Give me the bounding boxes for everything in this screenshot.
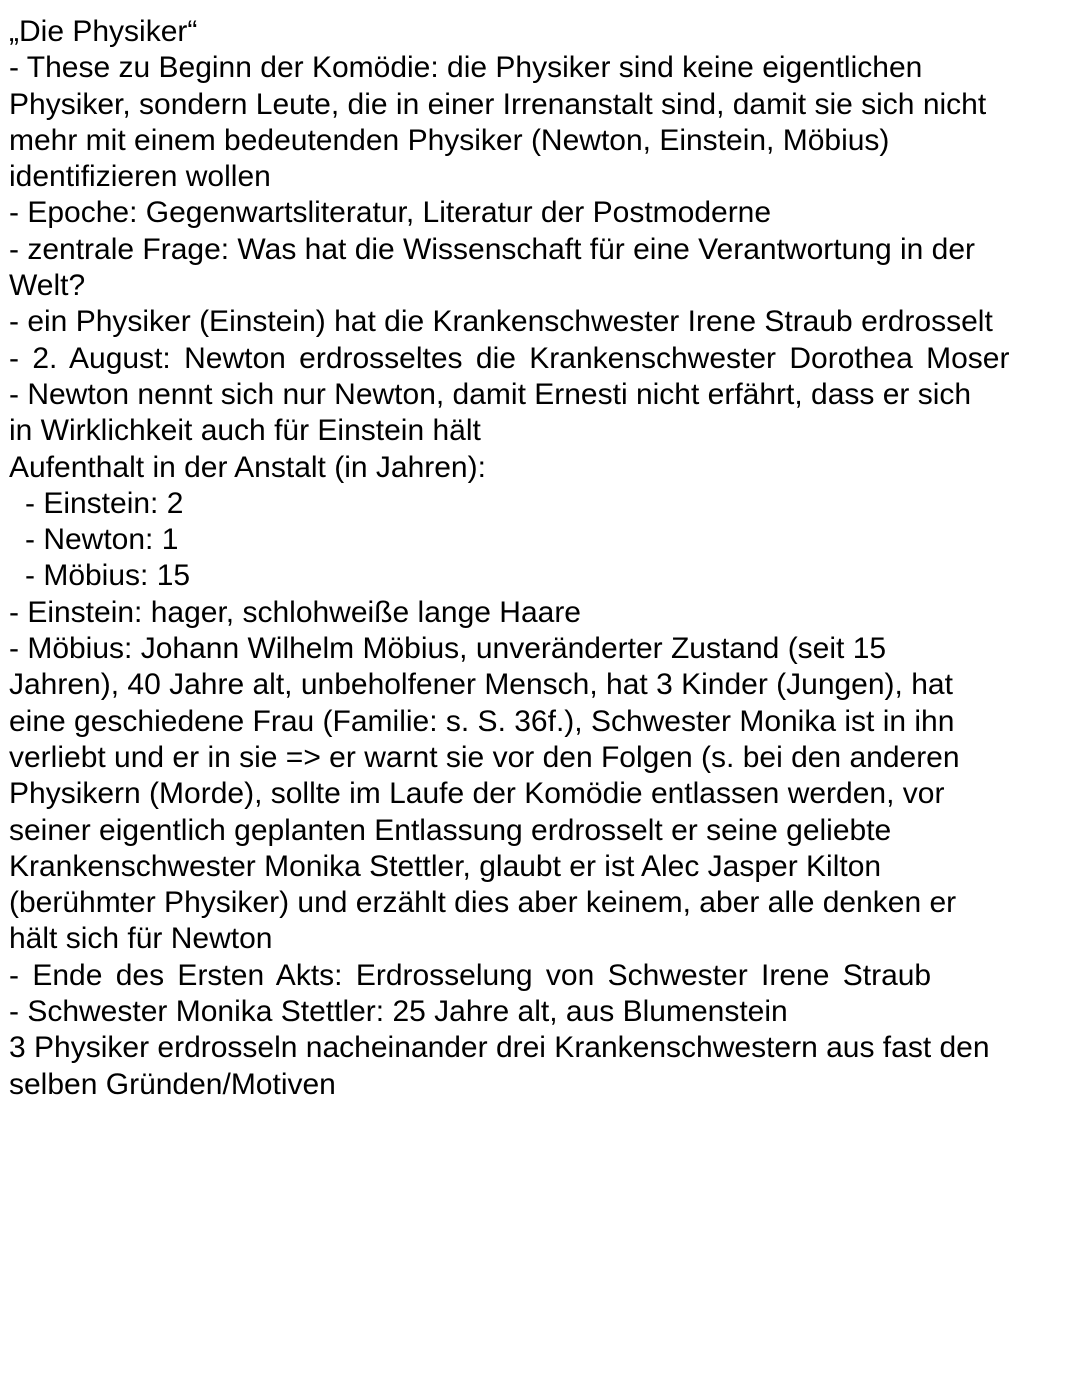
- text-line: identifizieren wollen: [9, 160, 271, 194]
- text-line: - Schwester Monika Stettler: 25 Jahre alt, aus Blumenstein: [9, 995, 788, 1029]
- text-line: hält sich für Newton: [9, 922, 273, 956]
- text-line: in Wirklichkeit auch für Einstein hält: [9, 414, 481, 448]
- text-line: - 2. August: Newton erdrosseltes die Krankenschwester Dorothea Moser: [9, 341, 1010, 375]
- paragraph-epoche: [9, 195, 1075, 231]
- paragraph-newton: [9, 377, 1075, 450]
- text-line: - These zu Beginn der Komödie: die Physiker sind keine eigentlichen: [9, 51, 923, 85]
- paragraph-einstein-mord: [9, 304, 1075, 340]
- text-line: - Einstein: hager, schlohweiße lange Haare: [9, 595, 581, 629]
- text-line: eine geschiedene Frau (Familie: s. S. 36f.), Schwester Monika ist in ihn: [9, 704, 955, 738]
- text-line: Welt?: [9, 269, 86, 303]
- text-line: - ein Physiker (Einstein) hat die Krankenschwester Irene Straub erdrosselt: [9, 305, 993, 339]
- document-page: [9, 14, 1075, 1103]
- paragraph-aufenthalt-heading: [9, 450, 1075, 486]
- text-line: (berühmter Physiker) und erzählt dies aber keinem, aber alle denken er: [9, 886, 957, 920]
- paragraph-zentrale-frage: [9, 232, 1075, 305]
- paragraph-august: [9, 341, 1075, 377]
- text-line: Krankenschwester Monika Stettler, glaubt er ist Alec Jasper Kilton: [9, 849, 882, 883]
- text-line: Physiker, sondern Leute, die in einer Irrenanstalt sind, damit sie sich nicht: [9, 87, 987, 121]
- text-line: - Ende des Ersten Akts: Erdrosselung von Schwester Irene Straub: [9, 958, 932, 992]
- paragraph-ende-erster-akt: [9, 958, 1075, 994]
- text-line: selben Gründen/Motiven: [9, 1067, 336, 1101]
- text-line: - Newton nennt sich nur Newton, damit Ernesti nicht erfährt, dass er sich: [9, 377, 972, 411]
- text-line: mehr mit einem bedeutenden Physiker (Newton, Einstein, Möbius): [9, 123, 890, 157]
- text-line: - Möbius: Johann Wilhelm Möbius, unveränderter Zustand (seit 15: [9, 632, 887, 666]
- text-line: 3 Physiker erdrosseln nacheinander drei Krankenschwestern aus fast den: [9, 1031, 990, 1065]
- text-line: Physikern (Morde), sollte im Laufe der Komödie entlassen werden, vor: [9, 777, 945, 811]
- list-item: - Newton: 1: [25, 523, 179, 557]
- text-line: seiner eigentlich geplanten Entlassung erdrosselt er seine geliebte: [9, 813, 892, 847]
- paragraph-moebius: [9, 631, 1075, 958]
- paragraph-monika-stettler: [9, 994, 1075, 1030]
- list-item: - Einstein: 2: [25, 486, 184, 520]
- paragraph-einstein-beschreibung: [9, 595, 1075, 631]
- paragraph-fazit: [9, 1030, 1075, 1103]
- paragraph-these: [9, 50, 1075, 195]
- text-line: - zentrale Frage: Was hat die Wissenschaft für eine Verantwortung in der: [9, 232, 976, 266]
- text-line: - Epoche: Gegenwartsliteratur, Literatur der Postmoderne: [9, 196, 772, 230]
- text-line: Jahren), 40 Jahre alt, unbeholfener Mensch, hat 3 Kinder (Jungen), hat: [9, 668, 953, 702]
- aufenthalt-list: [9, 486, 1075, 595]
- list-item: - Möbius: 15: [25, 559, 191, 593]
- document-title: „Die Physiker“: [9, 15, 198, 48]
- text-line: Aufenthalt in der Anstalt (in Jahren):: [9, 450, 486, 484]
- text-line: verliebt und er in sie => er warnt sie vor den Folgen (s. bei den anderen: [9, 740, 960, 774]
